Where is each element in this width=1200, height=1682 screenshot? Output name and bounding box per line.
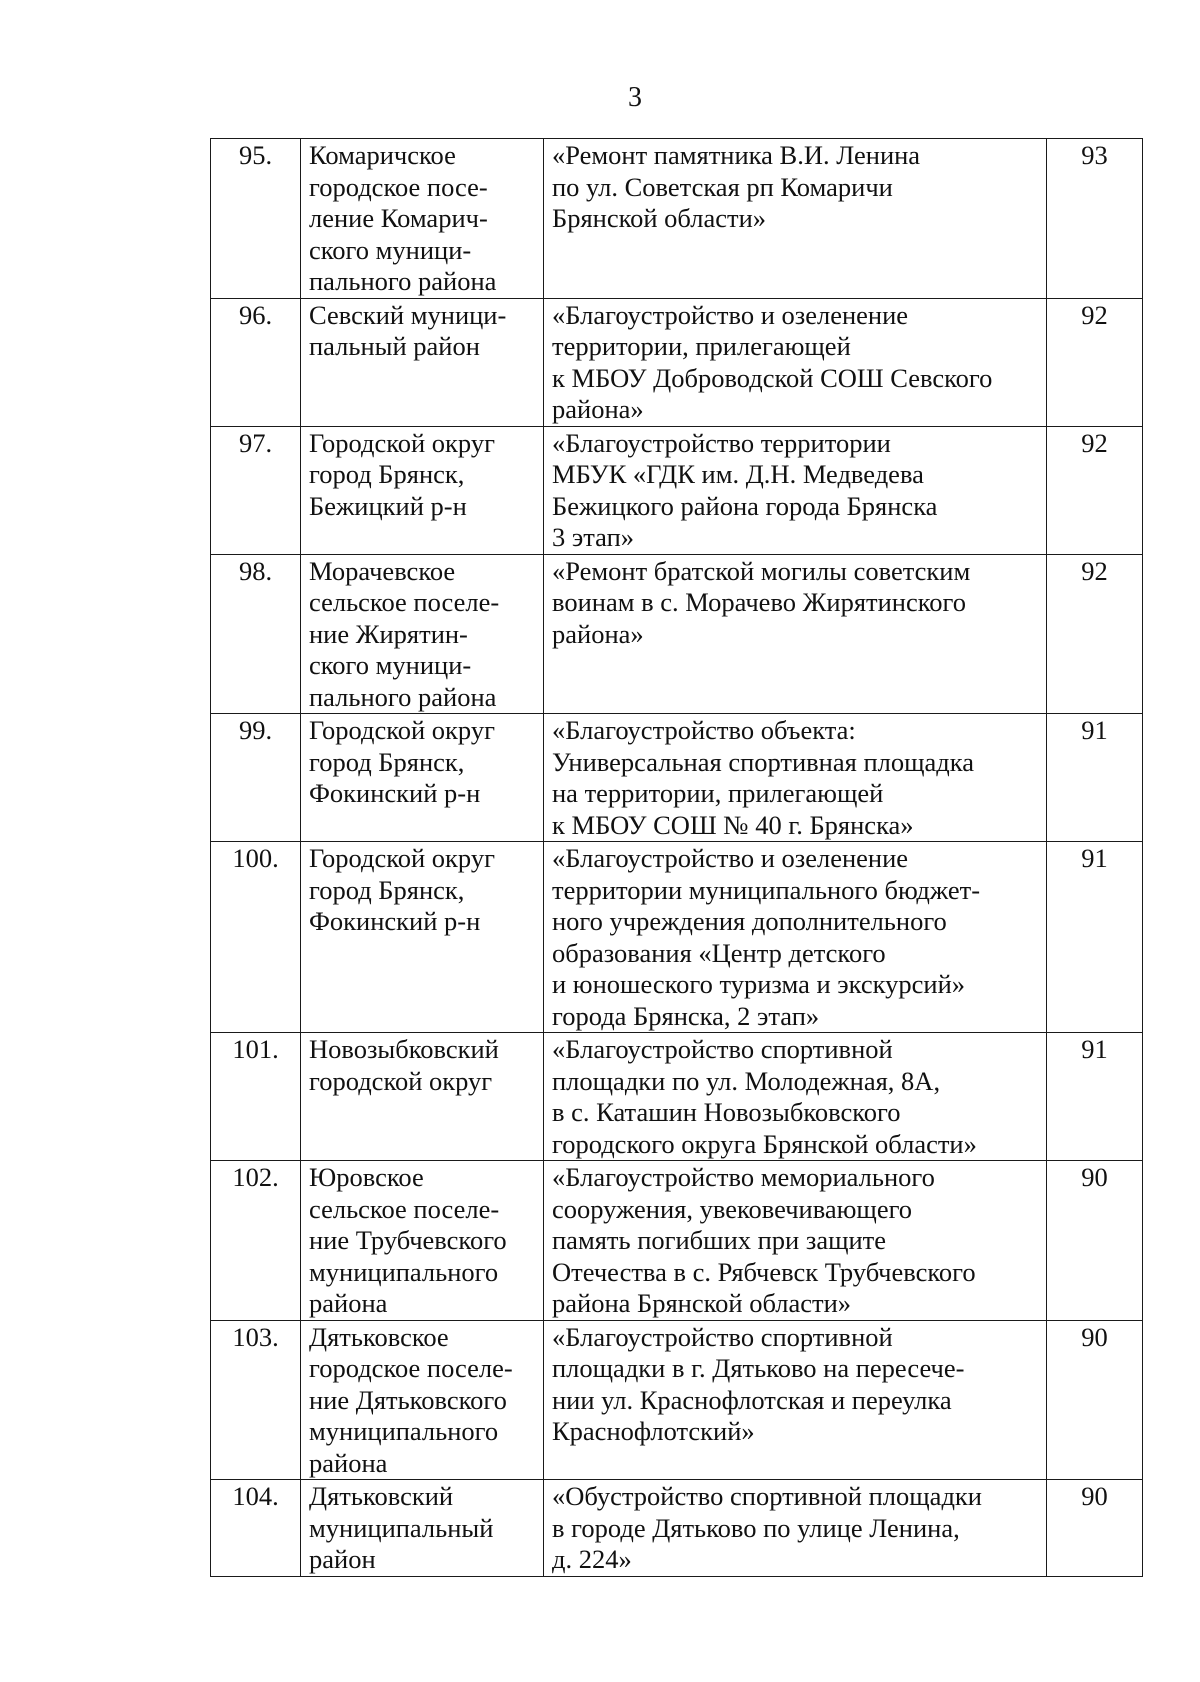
score-cell: 93 [1047, 139, 1143, 299]
score-cell: 91 [1047, 842, 1143, 1033]
row-number: 95. [211, 139, 301, 299]
table-row [211, 554, 1143, 714]
municipality-cell: Юровское сельское поселе- ние Трубчевского муниципального района [301, 1161, 544, 1321]
project-cell: «Ремонт братской могилы советским воинам в с. Морачево Жирятинского района» [544, 554, 1047, 714]
row-number: 103. [211, 1320, 301, 1480]
project-cell: «Благоустройство мемориального сооружения, увековечивающего память погибших при защите Отечества в с. Рябчевск Трубчевского района Брянской области» [544, 1161, 1047, 1321]
table-row [211, 1320, 1143, 1480]
municipality-cell: Городской округ город Брянск, Фокинский р-н [301, 842, 544, 1033]
municipality-cell: Новозыбковский городской округ [301, 1033, 544, 1161]
municipality-cell: Дятьковский муниципальный район [301, 1480, 544, 1577]
row-number: 100. [211, 842, 301, 1033]
municipality-cell: Городской округ город Брянск, Бежицкий р-н [301, 426, 544, 554]
municipality-cell: Комаричское городское посе- ление Комарич- ского муници- пального района [301, 139, 544, 299]
score-cell: 92 [1047, 298, 1143, 426]
row-number: 98. [211, 554, 301, 714]
page-number: 3 [628, 82, 642, 113]
table-row [211, 298, 1143, 426]
project-cell: «Обустройство спортивной площадки в городе Дятьково по улице Ленина, д. 224» [544, 1480, 1047, 1577]
table-row [211, 426, 1143, 554]
municipality-cell: Севский муници- пальный район [301, 298, 544, 426]
score-cell: 91 [1047, 714, 1143, 842]
score-cell: 92 [1047, 426, 1143, 554]
table-row [211, 842, 1143, 1033]
row-number: 101. [211, 1033, 301, 1161]
row-number: 104. [211, 1480, 301, 1577]
project-cell: «Благоустройство спортивной площадки в г. Дятьково на пересече- нии ул. Краснофлотская и переулка Краснофлотский» [544, 1320, 1047, 1480]
score-cell: 92 [1047, 554, 1143, 714]
table-row [211, 139, 1143, 299]
project-cell: «Благоустройство и озеленение территории муниципального бюджет- ного учреждения дополнительного образования «Центр детского и юношеского туризма и экскурсий» города Брянска, 2 этап» [544, 842, 1047, 1033]
table-row [211, 1480, 1143, 1577]
project-cell: «Благоустройство спортивной площадки по ул. Молодежная, 8А, в с. Каташин Новозыбковского городского округа Брянской области» [544, 1033, 1047, 1161]
municipality-cell: Морачевское сельское поселе- ние Жирятин- ского муници- пального района [301, 554, 544, 714]
score-cell: 91 [1047, 1033, 1143, 1161]
projects-table [210, 138, 1143, 1577]
municipality-cell: Городской округ город Брянск, Фокинский р-н [301, 714, 544, 842]
row-number: 99. [211, 714, 301, 842]
project-cell: «Благоустройство территории МБУК «ГДК им. Д.Н. Медведева Бежицкого района города Брянска 3 этап» [544, 426, 1047, 554]
table-row [211, 1161, 1143, 1321]
project-cell: «Ремонт памятника В.И. Ленина по ул. Советская рп Комаричи Брянской области» [544, 139, 1047, 299]
score-cell: 90 [1047, 1161, 1143, 1321]
row-number: 97. [211, 426, 301, 554]
score-cell: 90 [1047, 1480, 1143, 1577]
project-cell: «Благоустройство объекта: Универсальная спортивная площадка на территории, прилегающей к МБОУ СОШ № 40 г. Брянска» [544, 714, 1047, 842]
table-row [211, 714, 1143, 842]
row-number: 96. [211, 298, 301, 426]
municipality-cell: Дятьковское городское поселе- ние Дятьковского муниципального района [301, 1320, 544, 1480]
score-cell: 90 [1047, 1320, 1143, 1480]
project-cell: «Благоустройство и озеленение территории, прилегающей к МБОУ Доброводской СОШ Севского района» [544, 298, 1047, 426]
table-row [211, 1033, 1143, 1161]
row-number: 102. [211, 1161, 301, 1321]
